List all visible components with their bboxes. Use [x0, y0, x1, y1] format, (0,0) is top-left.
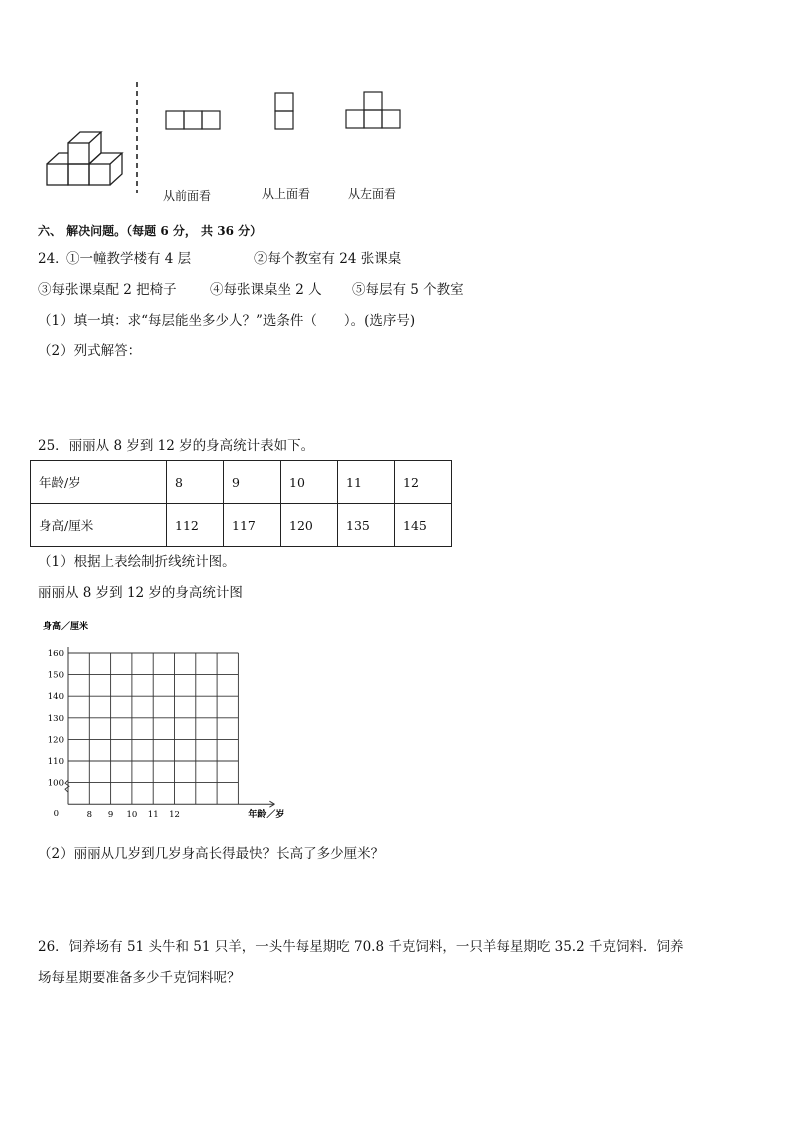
- y-tick-label: 140: [47, 692, 64, 703]
- table-cell: 8: [167, 461, 224, 504]
- q24-condition-4: ④每张课桌坐 2 人: [210, 282, 322, 298]
- table-row-age: [31, 461, 452, 504]
- table-cell: 145: [395, 504, 452, 547]
- cube-stack-drawing: [47, 132, 122, 185]
- chart-title: 丽丽从 8 岁到 12 岁的身高统计图: [38, 585, 243, 601]
- x-tick-label: 9: [107, 810, 114, 821]
- q25-intro: 25．丽丽从 8 岁到 12 岁的身高统计表如下。: [38, 438, 315, 454]
- table-cell: 135: [338, 504, 395, 547]
- q24-number: 24．: [38, 251, 69, 267]
- y-tick-label: 100: [47, 778, 64, 789]
- origin-label: 0: [53, 809, 59, 820]
- y-tick-label: 130: [47, 713, 64, 724]
- y-tick-label: 120: [47, 735, 64, 746]
- y-tick-label: 150: [47, 670, 64, 681]
- x-tick-label: 8: [86, 810, 93, 821]
- height-line-chart: [38, 615, 285, 830]
- q24-condition-1: ①一幢教学楼有 4 层: [66, 251, 192, 267]
- table-cell: 10: [281, 461, 338, 504]
- table-row-header: 身高/厘米: [31, 504, 167, 547]
- top-view-label: 从上面看: [262, 187, 311, 201]
- y-axis-label: 身高／厘米: [43, 622, 89, 632]
- q24-condition-2: ②每个教室有 24 张课桌: [254, 251, 402, 267]
- q24-condition-3: ③每张课桌配 2 把椅子: [38, 282, 177, 298]
- y-tick-label: 160: [47, 649, 64, 659]
- x-axis-label: 年龄／岁: [248, 810, 285, 821]
- q25-part-2: （2）丽丽从几岁到几岁身高长得最快？长高了多少厘米？: [38, 846, 385, 862]
- table-cell: 9: [224, 461, 281, 504]
- q25-part-1: （1）根据上表绘制折线统计图。: [38, 554, 236, 570]
- front-view-label: 从前面看: [163, 189, 212, 203]
- q26-line-1: 26．饲养场有 51 头牛和 51 只羊，一头牛每星期吃 70.8 千克饲料，一只羊每星期吃 35.2 千克饲料．饲养: [38, 939, 684, 955]
- table-cell: 120: [281, 504, 338, 547]
- table-row-height: [31, 504, 452, 547]
- section-heading: 六、 解决问题。（每题 6 分， 共 36 分）: [38, 224, 263, 238]
- q24-part-2: （2）列式解答：: [38, 343, 142, 359]
- q26-line-2: 场每星期要准备多少千克饲料呢？: [38, 970, 241, 986]
- height-table: [30, 460, 452, 547]
- table-cell: 112: [167, 504, 224, 547]
- x-tick-label: 10: [126, 810, 138, 821]
- table-row-header: 年龄/岁: [31, 461, 167, 504]
- table-cell: 11: [338, 461, 395, 504]
- q24-condition-5: ⑤每层有 5 个教室: [352, 282, 464, 298]
- left-view-drawing: [346, 92, 400, 128]
- x-tick-label: 12: [169, 810, 180, 821]
- table-cell: 117: [224, 504, 281, 547]
- y-tick-label: 110: [47, 757, 64, 767]
- left-view-label: 从左面看: [348, 187, 397, 201]
- table-cell: 12: [395, 461, 452, 504]
- x-tick-label: 11: [147, 810, 159, 821]
- q24-part-1: （1）填一填：求“每层能坐多少人？”选条件（ ）。(选序号): [38, 313, 416, 329]
- front-view-drawing: [166, 111, 220, 129]
- top-view-drawing: [275, 93, 293, 129]
